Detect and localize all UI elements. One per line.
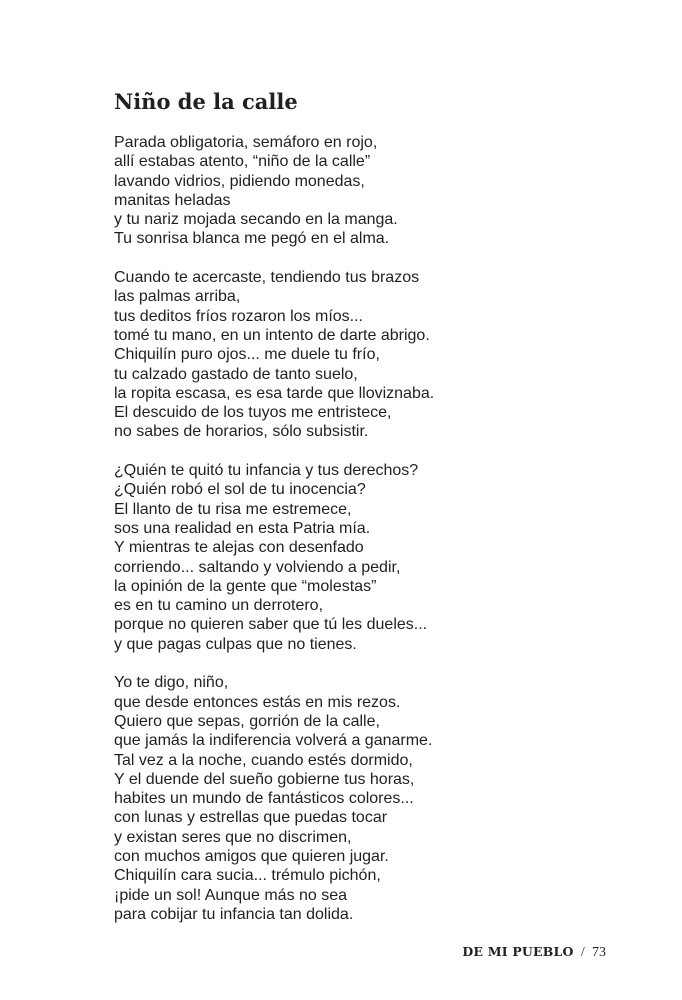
page-footer xyxy=(462,944,606,961)
verse-line: Yo te digo, niño, xyxy=(114,674,229,692)
verse-line: ¿Quién te quitó tu infancia y tus derechos? xyxy=(114,462,419,480)
page-number: 73 xyxy=(592,945,606,960)
verse-line: corriendo... saltando y volviendo a pedir, xyxy=(114,558,401,576)
verse-line: con lunas y estrellas que puedas tocar xyxy=(114,809,388,827)
running-book-title: DE MI PUEBLO xyxy=(462,944,574,959)
poem-title: Niño de la calle xyxy=(114,89,298,114)
verse-line: allí estabas atento, “niño de la calle” xyxy=(114,153,371,171)
verse-line: manitas heladas xyxy=(114,191,231,209)
verse-line: El descuido de los tuyos me entristece, xyxy=(114,404,392,422)
verse-line: porque no quieren saber que tú les dueles... xyxy=(114,616,428,634)
verse-line: tu calzado gastado de tanto suelo, xyxy=(114,365,358,383)
verse-line: ¿Quién robó el sol de tu inocencia? xyxy=(114,481,366,499)
verse-line: que jamás la indiferencia volverá a ganarme. xyxy=(114,732,433,750)
verse-line: Chiquilín puro ojos... me duele tu frío, xyxy=(114,346,380,364)
verse-line: que desde entonces estás en mis rezos. xyxy=(114,693,401,711)
verse-line: tus deditos fríos rozaron los míos... xyxy=(114,307,363,325)
verse-line: con muchos amigos que quieren jugar. xyxy=(114,847,389,865)
verse-line: ¡pide un sol! Aunque más no sea xyxy=(114,886,348,904)
verse-line: Parada obligatoria, semáforo en rojo, xyxy=(114,134,378,151)
verse-line: El llanto de tu risa me estremece, xyxy=(114,500,352,518)
poem-stanza xyxy=(114,268,584,442)
verse-line: lavando vidrios, pidiendo monedas, xyxy=(114,172,365,190)
verse-line: tomé tu mano, en un intento de darte abrigo. xyxy=(114,326,430,344)
verse-line: sos una realidad en esta Patria mía. xyxy=(114,519,371,537)
verse-line: y existan seres que no discrimen, xyxy=(114,828,352,846)
verse-line: es en tu camino un derrotero, xyxy=(114,597,324,615)
verse-line: para cobijar tu infancia tan dolida. xyxy=(114,905,354,923)
verse-line: y tu nariz mojada secando en la manga. xyxy=(114,211,398,229)
verse-line: habites un mundo de fantásticos colores... xyxy=(114,790,414,808)
poem-stanza xyxy=(114,461,584,654)
verse-line: Cuando te acercaste, tendiendo tus brazos xyxy=(114,269,420,287)
poem-stanza xyxy=(114,673,584,924)
verse-line: Chiquilín cara sucia... trémulo pichón, xyxy=(114,867,381,885)
poem-body xyxy=(114,133,584,924)
verse-line: las palmas arriba, xyxy=(114,288,241,306)
verse-line: Tu sonrisa blanca me pegó en el alma. xyxy=(114,230,390,248)
verse-line: no sabes de horarios, sólo subsistir. xyxy=(114,423,369,441)
verse-line: la opinión de la gente que “molestas” xyxy=(114,577,377,595)
verse-line: y que pagas culpas que no tienes. xyxy=(114,635,357,653)
verse-line: Y mientras te alejas con desenfado xyxy=(114,539,364,557)
verse-line: Y el duende del sueño gobierne tus horas, xyxy=(114,770,415,788)
verse-line: Quiero que sepas, gorrión de la calle, xyxy=(114,712,380,730)
verse-line: la ropita escasa, es esa tarde que lloviznaba. xyxy=(114,384,435,402)
verse-line: Tal vez a la noche, cuando estés dormido, xyxy=(114,751,413,769)
footer-separator: / xyxy=(580,945,585,960)
poem-stanza xyxy=(114,133,584,249)
